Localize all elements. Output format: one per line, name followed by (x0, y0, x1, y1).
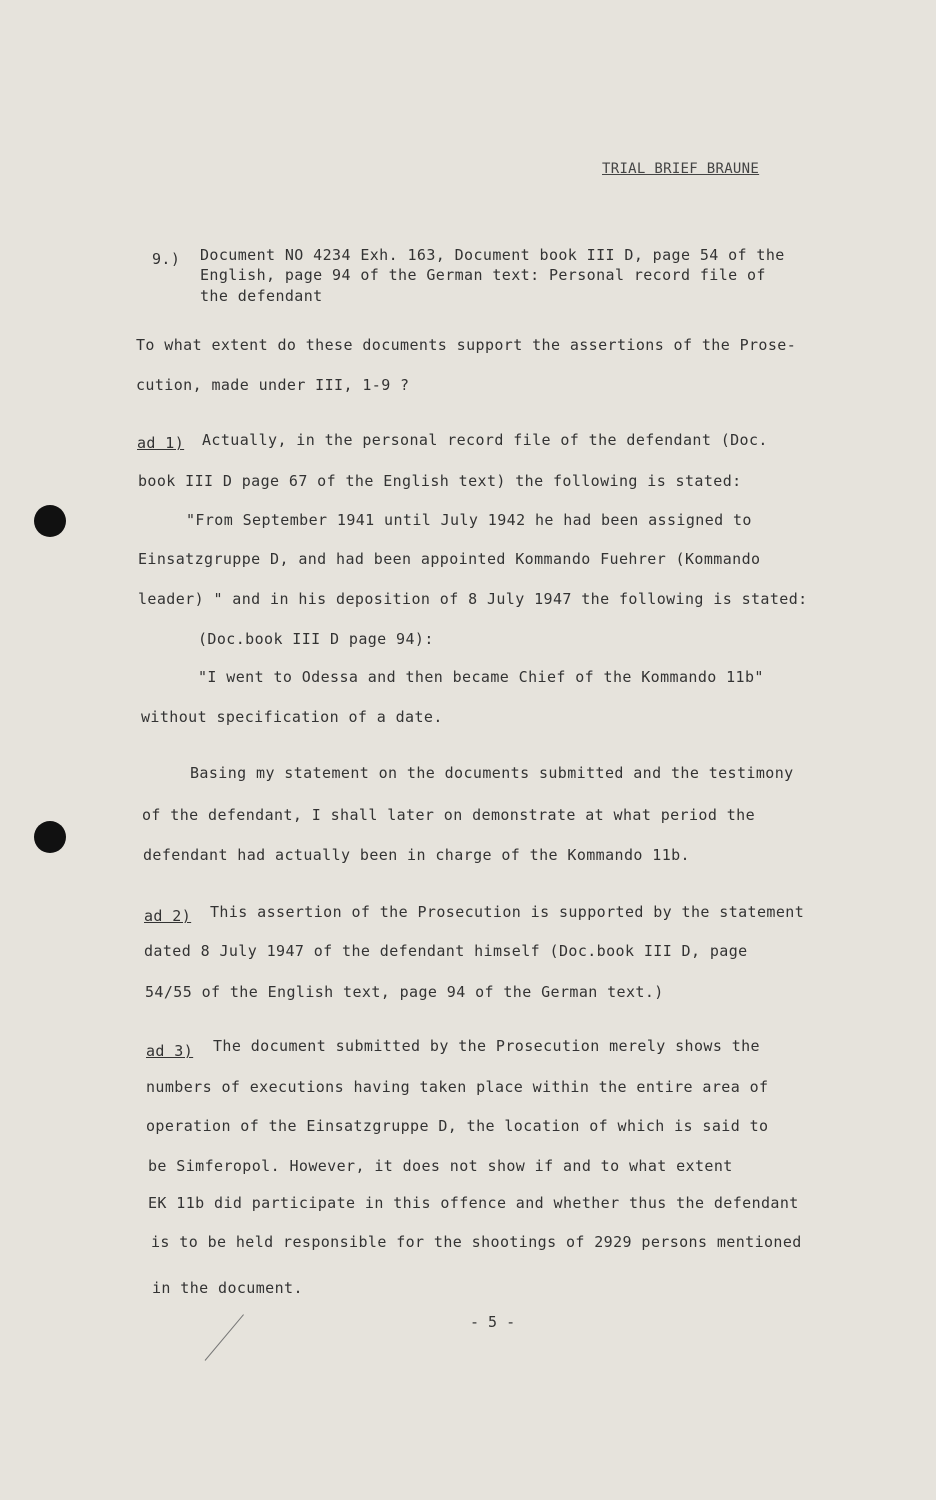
punch-hole-bottom (34, 821, 66, 853)
ad-1-line-8: without specification of a date. (141, 708, 443, 726)
ad-2-line-2: dated 8 July 1947 of the defendant himself (Doc.book III D, page (144, 942, 748, 960)
ad-1-line-4: Einsatzgruppe D, and had been appointed Kommando Fuehrer (Kommando (138, 550, 761, 568)
ad-3-line-2: numbers of executions having taken place within the entire area of (146, 1078, 769, 1096)
item-9-line-2: English, page 94 of the German text: Personal record file of (200, 266, 766, 284)
basing-line-3: defendant had actually been in charge of the Kommando 11b. (143, 846, 690, 864)
ad-1-label: ad 1) (137, 434, 185, 452)
basing-line-1: Basing my statement on the documents submitted and the testimony (190, 764, 794, 782)
ad-1-line-6: (Doc.book III D page 94): (198, 630, 434, 648)
ad-1-line-1: Actually, in the personal record file of the defendant (Doc. (202, 431, 768, 449)
item-9-line-1: Document NO 4234 Exh. 163, Document book III D, page 54 of the (200, 246, 785, 264)
document-header: TRIAL BRIEF BRAUNE (602, 161, 760, 177)
question-line-1: To what extent do these documents support the assertions of the Prose- (136, 336, 797, 354)
ad-2-label: ad 2) (144, 907, 192, 925)
ad-3-line-7: in the document. (152, 1279, 303, 1297)
ad-1-line-7: "I went to Odessa and then became Chief of the Kommando 11b" (198, 668, 764, 686)
pencil-mark (205, 1314, 244, 1361)
ad-3-line-4: be Simferopol. However, it does not show if and to what extent (148, 1157, 733, 1175)
ad-3-line-1: The document submitted by the Prosecution merely shows the (213, 1037, 760, 1055)
ad-1-line-5: leader) " and in his deposition of 8 July 1947 the following is stated: (138, 590, 808, 608)
ad-2-line-3: 54/55 of the English text, page 94 of the German text.) (145, 983, 664, 1001)
ad-1-line-3: "From September 1941 until July 1942 he had been assigned to (186, 511, 752, 529)
ad-3-line-5: EK 11b did participate in this offence and whether thus the defendant (148, 1194, 799, 1212)
ad-2-line-1: This assertion of the Prosecution is supported by the statement (210, 903, 805, 921)
item-9-number: 9.) (152, 250, 181, 268)
punch-hole-top (34, 505, 66, 537)
page-number: - 5 - (470, 1313, 516, 1331)
ad-1-line-2: book III D page 67 of the English text) the following is stated: (138, 472, 742, 490)
ad-3-line-3: operation of the Einsatzgruppe D, the location of which is said to (146, 1117, 769, 1135)
ad-3-label: ad 3) (146, 1042, 194, 1060)
basing-line-2: of the defendant, I shall later on demonstrate at what period the (142, 806, 755, 824)
question-line-2: cution, made under III, 1-9 ? (136, 376, 410, 394)
item-9-line-3: the defendant (200, 287, 323, 305)
ad-3-line-6: is to be held responsible for the shootings of 2929 persons mentioned (151, 1233, 802, 1251)
